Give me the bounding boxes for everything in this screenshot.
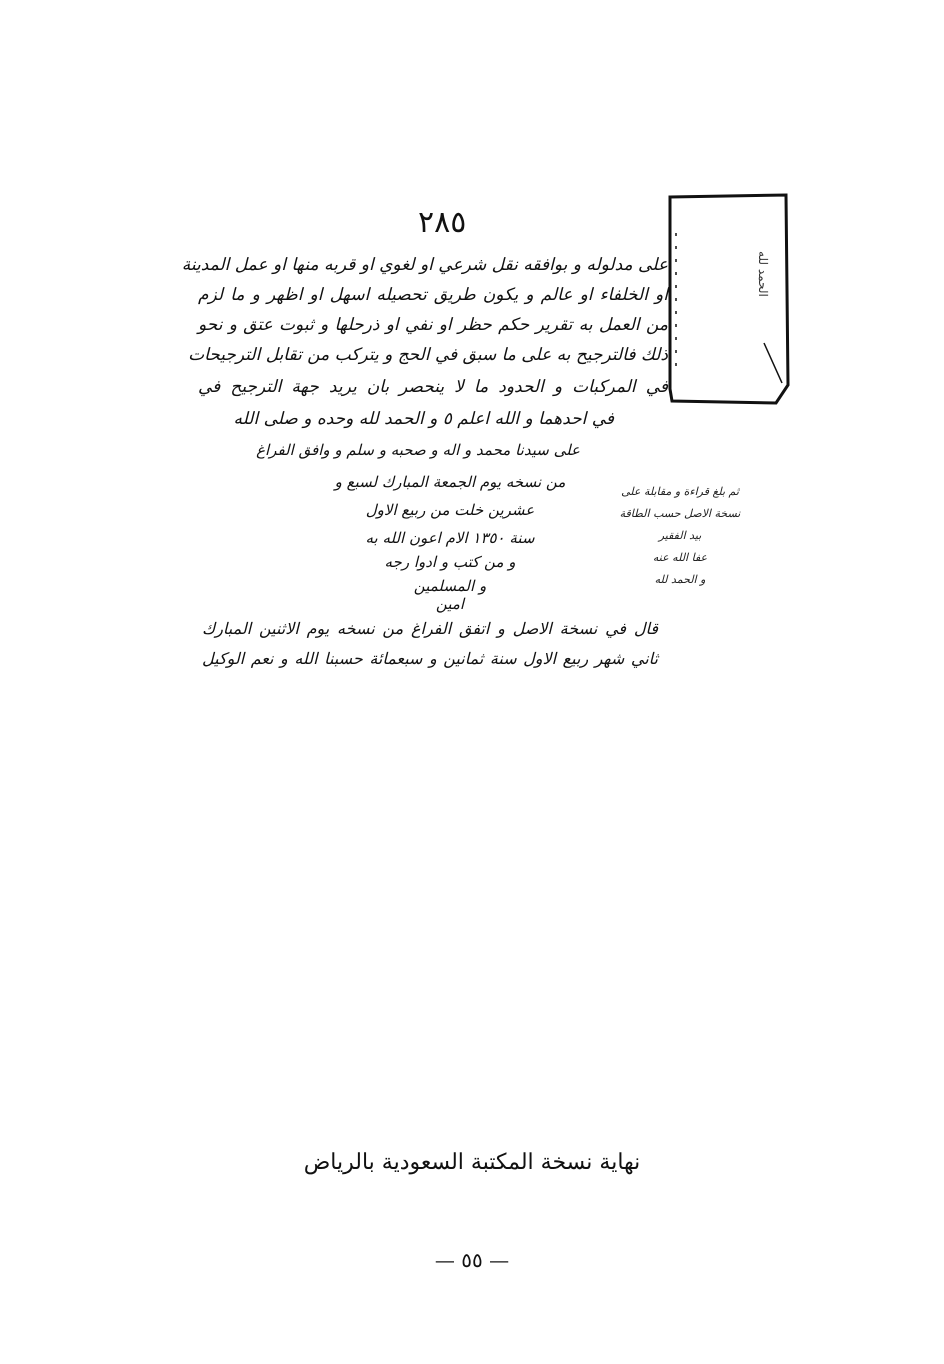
colophon-line-1: على سيدنا محمد و اله و صحبه و سلم و وافق الفراغ: [256, 441, 580, 459]
colophon-line-3: عشرين خلت من ربيع الاول: [365, 501, 535, 519]
margin-note-line-1: ثم بلغ قراءة و مقابلة على: [621, 485, 739, 498]
margin-note-line-4: عفا الله عنه: [652, 551, 708, 564]
margin-note-line-3: بيد الفقير: [658, 529, 702, 542]
colophon-line-4: سنة ١٣٥٠ الام اعون الله به: [365, 529, 535, 547]
footer-line-2: ثاني شهر ربيع الاول سنة ثمانين و سبعمائة حسبنا الله و نعم الوكيل: [202, 649, 658, 668]
colophon-line-6: و المسلمين: [413, 577, 487, 595]
body-line-6: في احدهما و الله اعلم ٥ و الحمد لله وحده و صلى الله: [233, 409, 614, 429]
body-line-4: ذلك فالترجيح به على ما سبق في الحج و يتركب من تقابل الترجيحات: [188, 345, 668, 365]
margin-note-line-5: و الحمد لله: [654, 573, 706, 586]
footer-line-1: قال في نسخة الاصل و اتفق الفراغ من نسخه يوم الاثنين المبارك: [202, 619, 658, 638]
page-number: — ٥٥ —: [434, 1248, 510, 1272]
body-line-1: على مدلوله و بوافقه نقل شرعي او لغوي او قربه منها او عمل المدينة: [181, 255, 668, 275]
manuscript-image: [180, 185, 820, 705]
colophon-line-2: من نسخه يوم الجمعة المبارك لسبع و: [334, 473, 566, 491]
body-line-5: في المركبات و الحدود ما لا ينحصر بان يريد جهة الترجيح في: [198, 377, 668, 397]
page-caption: نهاية نسخة المكتبة السعودية بالرياض: [303, 1150, 641, 1175]
colophon-line-5: و من كتب و ادوا رجه: [384, 553, 516, 571]
folio-number: ٢٨٥: [418, 205, 467, 240]
side-frame-text: الحمد لله: [756, 251, 770, 297]
margin-note-line-2: نسخة الاصل حسب الطاقة: [619, 507, 741, 520]
colophon-line-7: امين: [435, 595, 465, 613]
side-frame-border: [664, 193, 792, 405]
body-line-2: او الخلفاء او عالم و يكون طريق تحصيله اسهل او اظهر و ما لزم: [198, 285, 668, 305]
body-line-3: من العمل به تقرير حكم حظر او نفي او ذرحلها و ثبوت عتق و نحو: [198, 315, 668, 335]
